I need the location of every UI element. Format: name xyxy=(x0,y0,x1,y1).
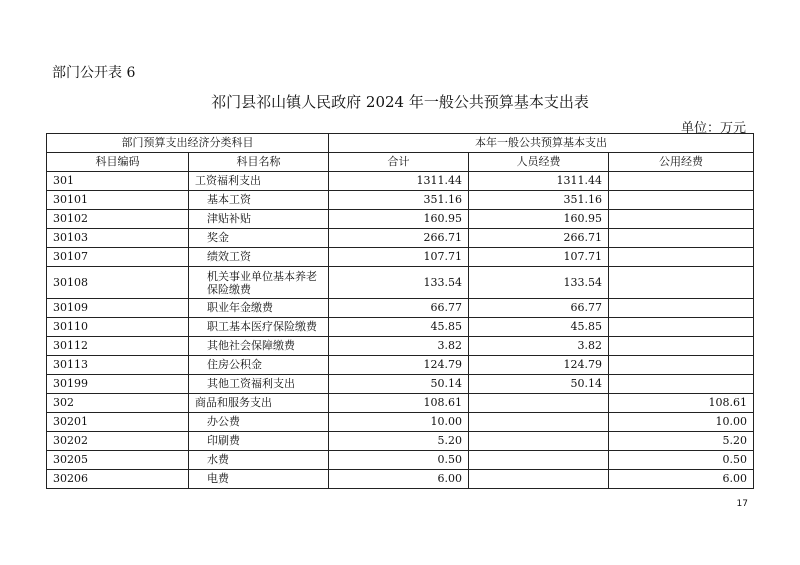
cell-code: 30113 xyxy=(47,356,189,375)
column-header-name: 科目名称 xyxy=(189,153,329,172)
cell-code: 30109 xyxy=(47,299,189,318)
cell-personnel: 351.16 xyxy=(469,191,609,210)
cell-name: 机关事业单位基本养老保险缴费 xyxy=(189,267,329,299)
cell-name: 职业年金缴费 xyxy=(189,299,329,318)
cell-name: 水费 xyxy=(189,451,329,470)
table-row xyxy=(47,470,754,489)
page-number: 17 xyxy=(736,499,748,509)
cell-name: 绩效工资 xyxy=(189,248,329,267)
cell-total: 107.71 xyxy=(329,248,469,267)
table-row xyxy=(47,432,754,451)
cell-code: 30101 xyxy=(47,191,189,210)
cell-public xyxy=(609,299,754,318)
cell-code: 30205 xyxy=(47,451,189,470)
cell-personnel: 1311.44 xyxy=(469,172,609,191)
cell-total: 266.71 xyxy=(329,229,469,248)
cell-personnel: 66.77 xyxy=(469,299,609,318)
cell-public xyxy=(609,356,754,375)
group-header-right: 本年一般公共预算基本支出 xyxy=(329,134,754,153)
cell-name: 津贴补贴 xyxy=(189,210,329,229)
cell-public xyxy=(609,267,754,299)
column-header-personnel: 人员经费 xyxy=(469,153,609,172)
cell-name: 职工基本医疗保险缴费 xyxy=(189,318,329,337)
cell-total: 3.82 xyxy=(329,337,469,356)
table-row xyxy=(47,248,754,267)
cell-total: 351.16 xyxy=(329,191,469,210)
unit-label: 单位：万元 xyxy=(680,121,746,136)
cell-total: 5.20 xyxy=(329,432,469,451)
cell-public xyxy=(609,172,754,191)
cell-public xyxy=(609,191,754,210)
table-row xyxy=(47,299,754,318)
cell-name: 奖金 xyxy=(189,229,329,248)
cell-personnel: 45.85 xyxy=(469,318,609,337)
column-header-public: 公用经费 xyxy=(609,153,754,172)
cell-name: 住房公积金 xyxy=(189,356,329,375)
cell-total: 66.77 xyxy=(329,299,469,318)
cell-code: 30108 xyxy=(47,267,189,299)
table-column-header-row xyxy=(47,153,754,172)
table-row xyxy=(47,267,754,299)
table-row xyxy=(47,172,754,191)
cell-code: 30107 xyxy=(47,248,189,267)
cell-total: 10.00 xyxy=(329,413,469,432)
cell-public xyxy=(609,375,754,394)
table-row xyxy=(47,318,754,337)
cell-total: 108.61 xyxy=(329,394,469,413)
cell-total: 160.95 xyxy=(329,210,469,229)
cell-public: 0.50 xyxy=(609,451,754,470)
cell-code: 30201 xyxy=(47,413,189,432)
cell-code: 30199 xyxy=(47,375,189,394)
table-row xyxy=(47,229,754,248)
cell-name: 工资福利支出 xyxy=(189,172,329,191)
cell-personnel: 107.71 xyxy=(469,248,609,267)
cell-code: 30202 xyxy=(47,432,189,451)
cell-public: 10.00 xyxy=(609,413,754,432)
cell-personnel: 124.79 xyxy=(469,356,609,375)
column-header-code: 科目编码 xyxy=(47,153,189,172)
cell-code: 302 xyxy=(47,394,189,413)
cell-total: 124.79 xyxy=(329,356,469,375)
group-header-left: 部门预算支出经济分类科目 xyxy=(47,134,329,153)
cell-personnel: 3.82 xyxy=(469,337,609,356)
cell-code: 301 xyxy=(47,172,189,191)
cell-total: 6.00 xyxy=(329,470,469,489)
budget-expenditure-table xyxy=(46,133,754,489)
cell-code: 30112 xyxy=(47,337,189,356)
cell-personnel: 266.71 xyxy=(469,229,609,248)
cell-public xyxy=(609,229,754,248)
cell-code: 30102 xyxy=(47,210,189,229)
cell-personnel: 50.14 xyxy=(469,375,609,394)
cell-total: 0.50 xyxy=(329,451,469,470)
cell-total: 45.85 xyxy=(329,318,469,337)
cell-name: 其他工资福利支出 xyxy=(189,375,329,394)
cell-total: 133.54 xyxy=(329,267,469,299)
table-number-label: 部门公开表 6 xyxy=(52,65,136,81)
column-header-total: 合计 xyxy=(329,153,469,172)
cell-name: 基本工资 xyxy=(189,191,329,210)
cell-public: 108.61 xyxy=(609,394,754,413)
cell-name: 办公费 xyxy=(189,413,329,432)
cell-public: 5.20 xyxy=(609,432,754,451)
table-row xyxy=(47,191,754,210)
cell-personnel: 160.95 xyxy=(469,210,609,229)
table-group-header-row xyxy=(47,134,754,153)
cell-personnel xyxy=(469,470,609,489)
cell-personnel xyxy=(469,432,609,451)
cell-public xyxy=(609,248,754,267)
cell-name: 其他社会保障缴费 xyxy=(189,337,329,356)
cell-public: 6.00 xyxy=(609,470,754,489)
table-row xyxy=(47,413,754,432)
cell-total: 50.14 xyxy=(329,375,469,394)
cell-code: 30103 xyxy=(47,229,189,248)
table-row xyxy=(47,451,754,470)
cell-personnel xyxy=(469,451,609,470)
cell-name: 商品和服务支出 xyxy=(189,394,329,413)
cell-personnel xyxy=(469,394,609,413)
cell-code: 30206 xyxy=(47,470,189,489)
cell-public xyxy=(609,318,754,337)
cell-public xyxy=(609,210,754,229)
cell-name: 印刷费 xyxy=(189,432,329,451)
table-row xyxy=(47,210,754,229)
cell-public xyxy=(609,337,754,356)
cell-name: 电费 xyxy=(189,470,329,489)
table-row xyxy=(47,356,754,375)
cell-code: 30110 xyxy=(47,318,189,337)
page-title: 祁门县祁山镇人民政府 2024 年一般公共预算基本支出表 xyxy=(211,93,589,111)
cell-total: 1311.44 xyxy=(329,172,469,191)
table-row xyxy=(47,394,754,413)
cell-personnel: 133.54 xyxy=(469,267,609,299)
table-row xyxy=(47,375,754,394)
table-row xyxy=(47,337,754,356)
cell-personnel xyxy=(469,413,609,432)
